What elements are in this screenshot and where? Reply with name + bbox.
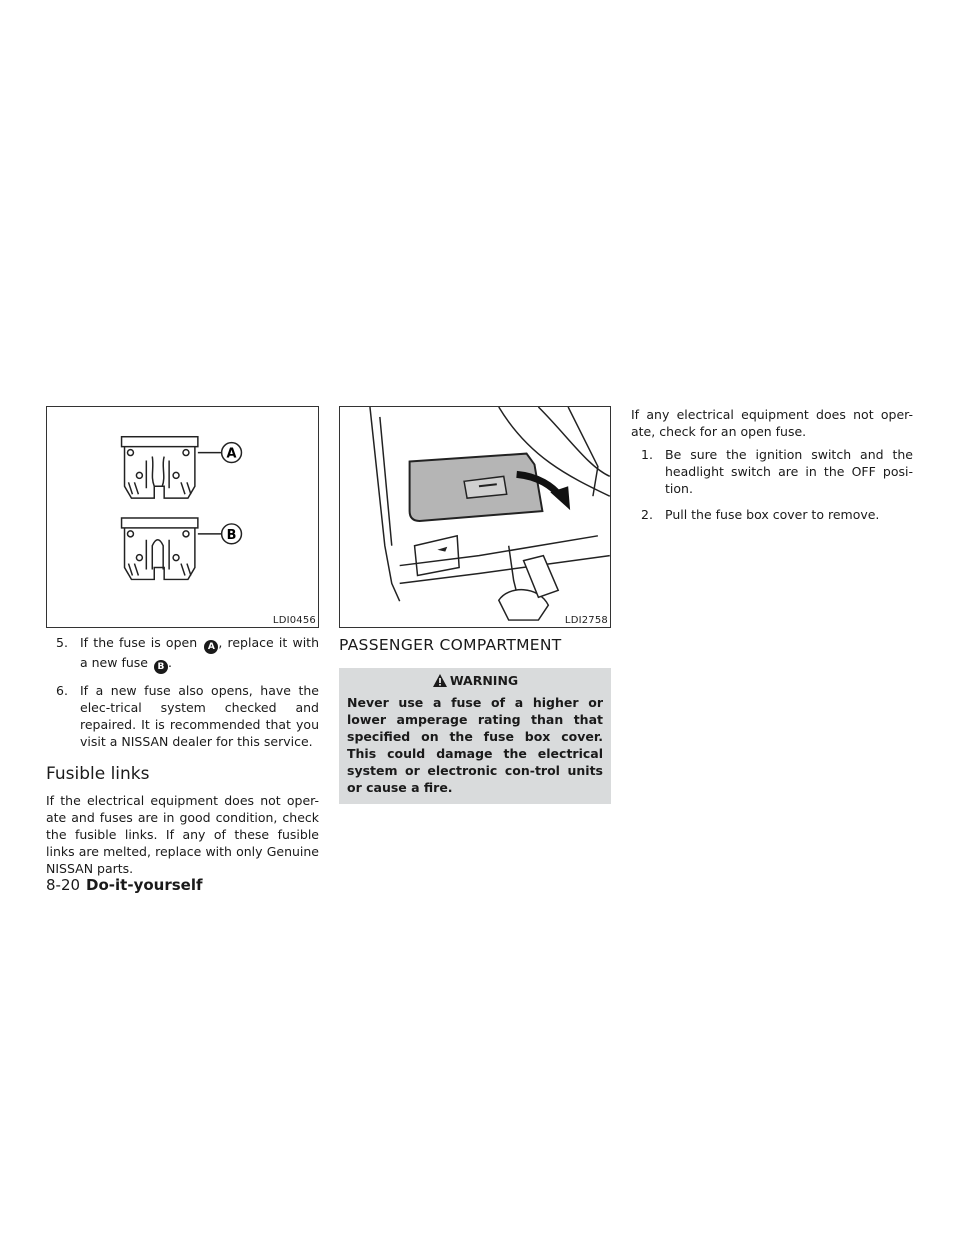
step-text: .: [167, 655, 172, 670]
step-text: If a new fuse also opens, have the elec-trical system checked and repaired. It is recommended that you visit a NISSAN dealer for this service.: [80, 683, 319, 749]
step-number: 6.: [56, 683, 68, 698]
fuse-illustration: [46, 406, 319, 628]
warning-title-text: WARNING: [449, 673, 519, 688]
step-6: [46, 682, 319, 750]
step-1: [631, 446, 913, 497]
step-text: Be sure the ignition switch and the headlight switch are in the OFF posi-tion.: [665, 447, 913, 496]
fusible-links-text: If the electrical equipment does not oper-ate and fuses are in good condition, check the fusible links. If any of these fusible links are melted, replace with only Genuine NISSAN parts.: [46, 793, 319, 876]
column-right: [631, 406, 913, 532]
step-text: , replace it with a new fuse: [80, 635, 319, 670]
compartment-illustration: [339, 406, 611, 628]
fuse-box-diagram: [340, 407, 610, 627]
warning-text: Never use a fuse of a higher or lower amperage rating than that specified on the fuse box cover. This could damage the electrical system or electronic con-trol units or cause a fire.: [347, 695, 603, 795]
figure-id: LDI2758: [564, 615, 608, 626]
page-footer: [46, 876, 203, 894]
label-a: A: [226, 446, 237, 462]
section-name: Do-it-yourself: [86, 876, 203, 894]
step-list: [46, 634, 319, 750]
label-b: B: [226, 527, 237, 543]
callout-b-icon: B: [154, 660, 168, 674]
warning-icon: [432, 673, 448, 688]
callout-a-icon: A: [204, 640, 218, 654]
step-number: 5.: [56, 635, 68, 650]
column-left: [46, 406, 319, 877]
step-list: [631, 446, 913, 523]
step-number: 1.: [641, 447, 653, 462]
section-heading: PASSENGER COMPARTMENT: [339, 636, 562, 654]
intro-text: If any electrical equipment does not oper-ate, check for an open fuse.: [631, 407, 913, 439]
figure-id: LDI0456: [272, 615, 316, 626]
page-number: 8-20: [46, 876, 81, 894]
fuse-diagram: [47, 407, 318, 627]
step-5: [46, 634, 319, 674]
step-text: If the fuse is open: [80, 635, 203, 650]
warning-title: [347, 672, 603, 690]
step-text: Pull the fuse box cover to remove.: [665, 507, 880, 522]
warning-box: [339, 668, 611, 804]
step-number: 2.: [641, 507, 653, 522]
fusible-links-heading: Fusible links: [46, 764, 150, 784]
step-2: [631, 506, 913, 523]
column-middle: [339, 406, 611, 804]
